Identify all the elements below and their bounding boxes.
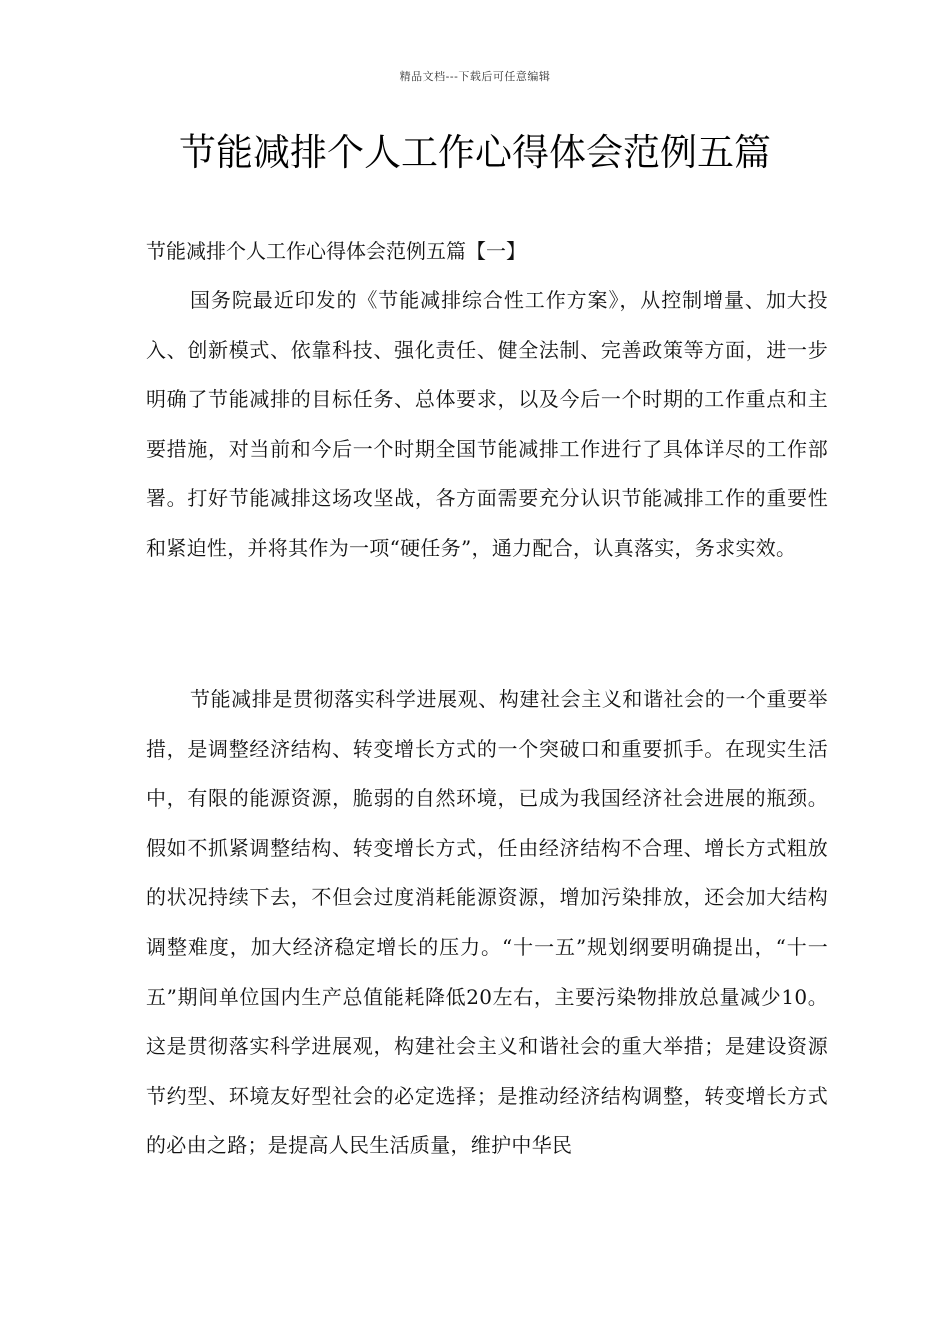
header-note: 精品文档---下载后可任意编辑 — [399, 70, 551, 83]
page-title: 节能减排个人工作心得体会范例五篇 — [179, 131, 771, 174]
section-heading: 节能减排个人工作心得体会范例五篇【一】 — [146, 239, 526, 263]
body-paragraph-2: 节能减排是贯彻落实科学进展观、构建社会主义和谐社会的一个重要举措，是调整经济结构、转变增长方式的一个突破口和重要抓手。在现实生活中，有限的能源资源，脆弱的自然环境，已成为我国经济社会进展的瓶颈。假如不抓紧调整结构、转变增长方式，任由经济结构不合理、增长方式粗放的状况持续下去，不但会过度消耗能源资源，增加污染排放，还会加大结构调整难度，加大经济稳定增长的压力。“十一五”规划纲要明确提出，“十一五”期间单位国内生产总值能耗降低20左右，主要污染物排放总量减少10。这是贯彻落实科学进展观，构建社会主义和谐社会的重大举措；是建设资源节约型、环境友好型社会的必定选择；是推动经济结构调整，转变增长方式的必由之路；是提高人民生活质量，维护中华民 — [146, 687, 828, 1158]
body-paragraph-1: 国务院最近印发的《节能减排综合性工作方案》，从控制增量、加大投入、创新模式、依靠科技、强化责任、健全法制、完善政策等方面，进一步明确了节能减排的目标任务、总体要求，以及今后一个时期的工作重点和主要措施，对当前和今后一个时期全国节能减排工作进行了具体详尽的工作部署。打好节能减排这场攻坚战，各方面需要充分认识节能减排工作的重要性和紧迫性，并将其作为一项“硬任务”，通力配合，认真落实，务求实效。 — [146, 288, 828, 560]
